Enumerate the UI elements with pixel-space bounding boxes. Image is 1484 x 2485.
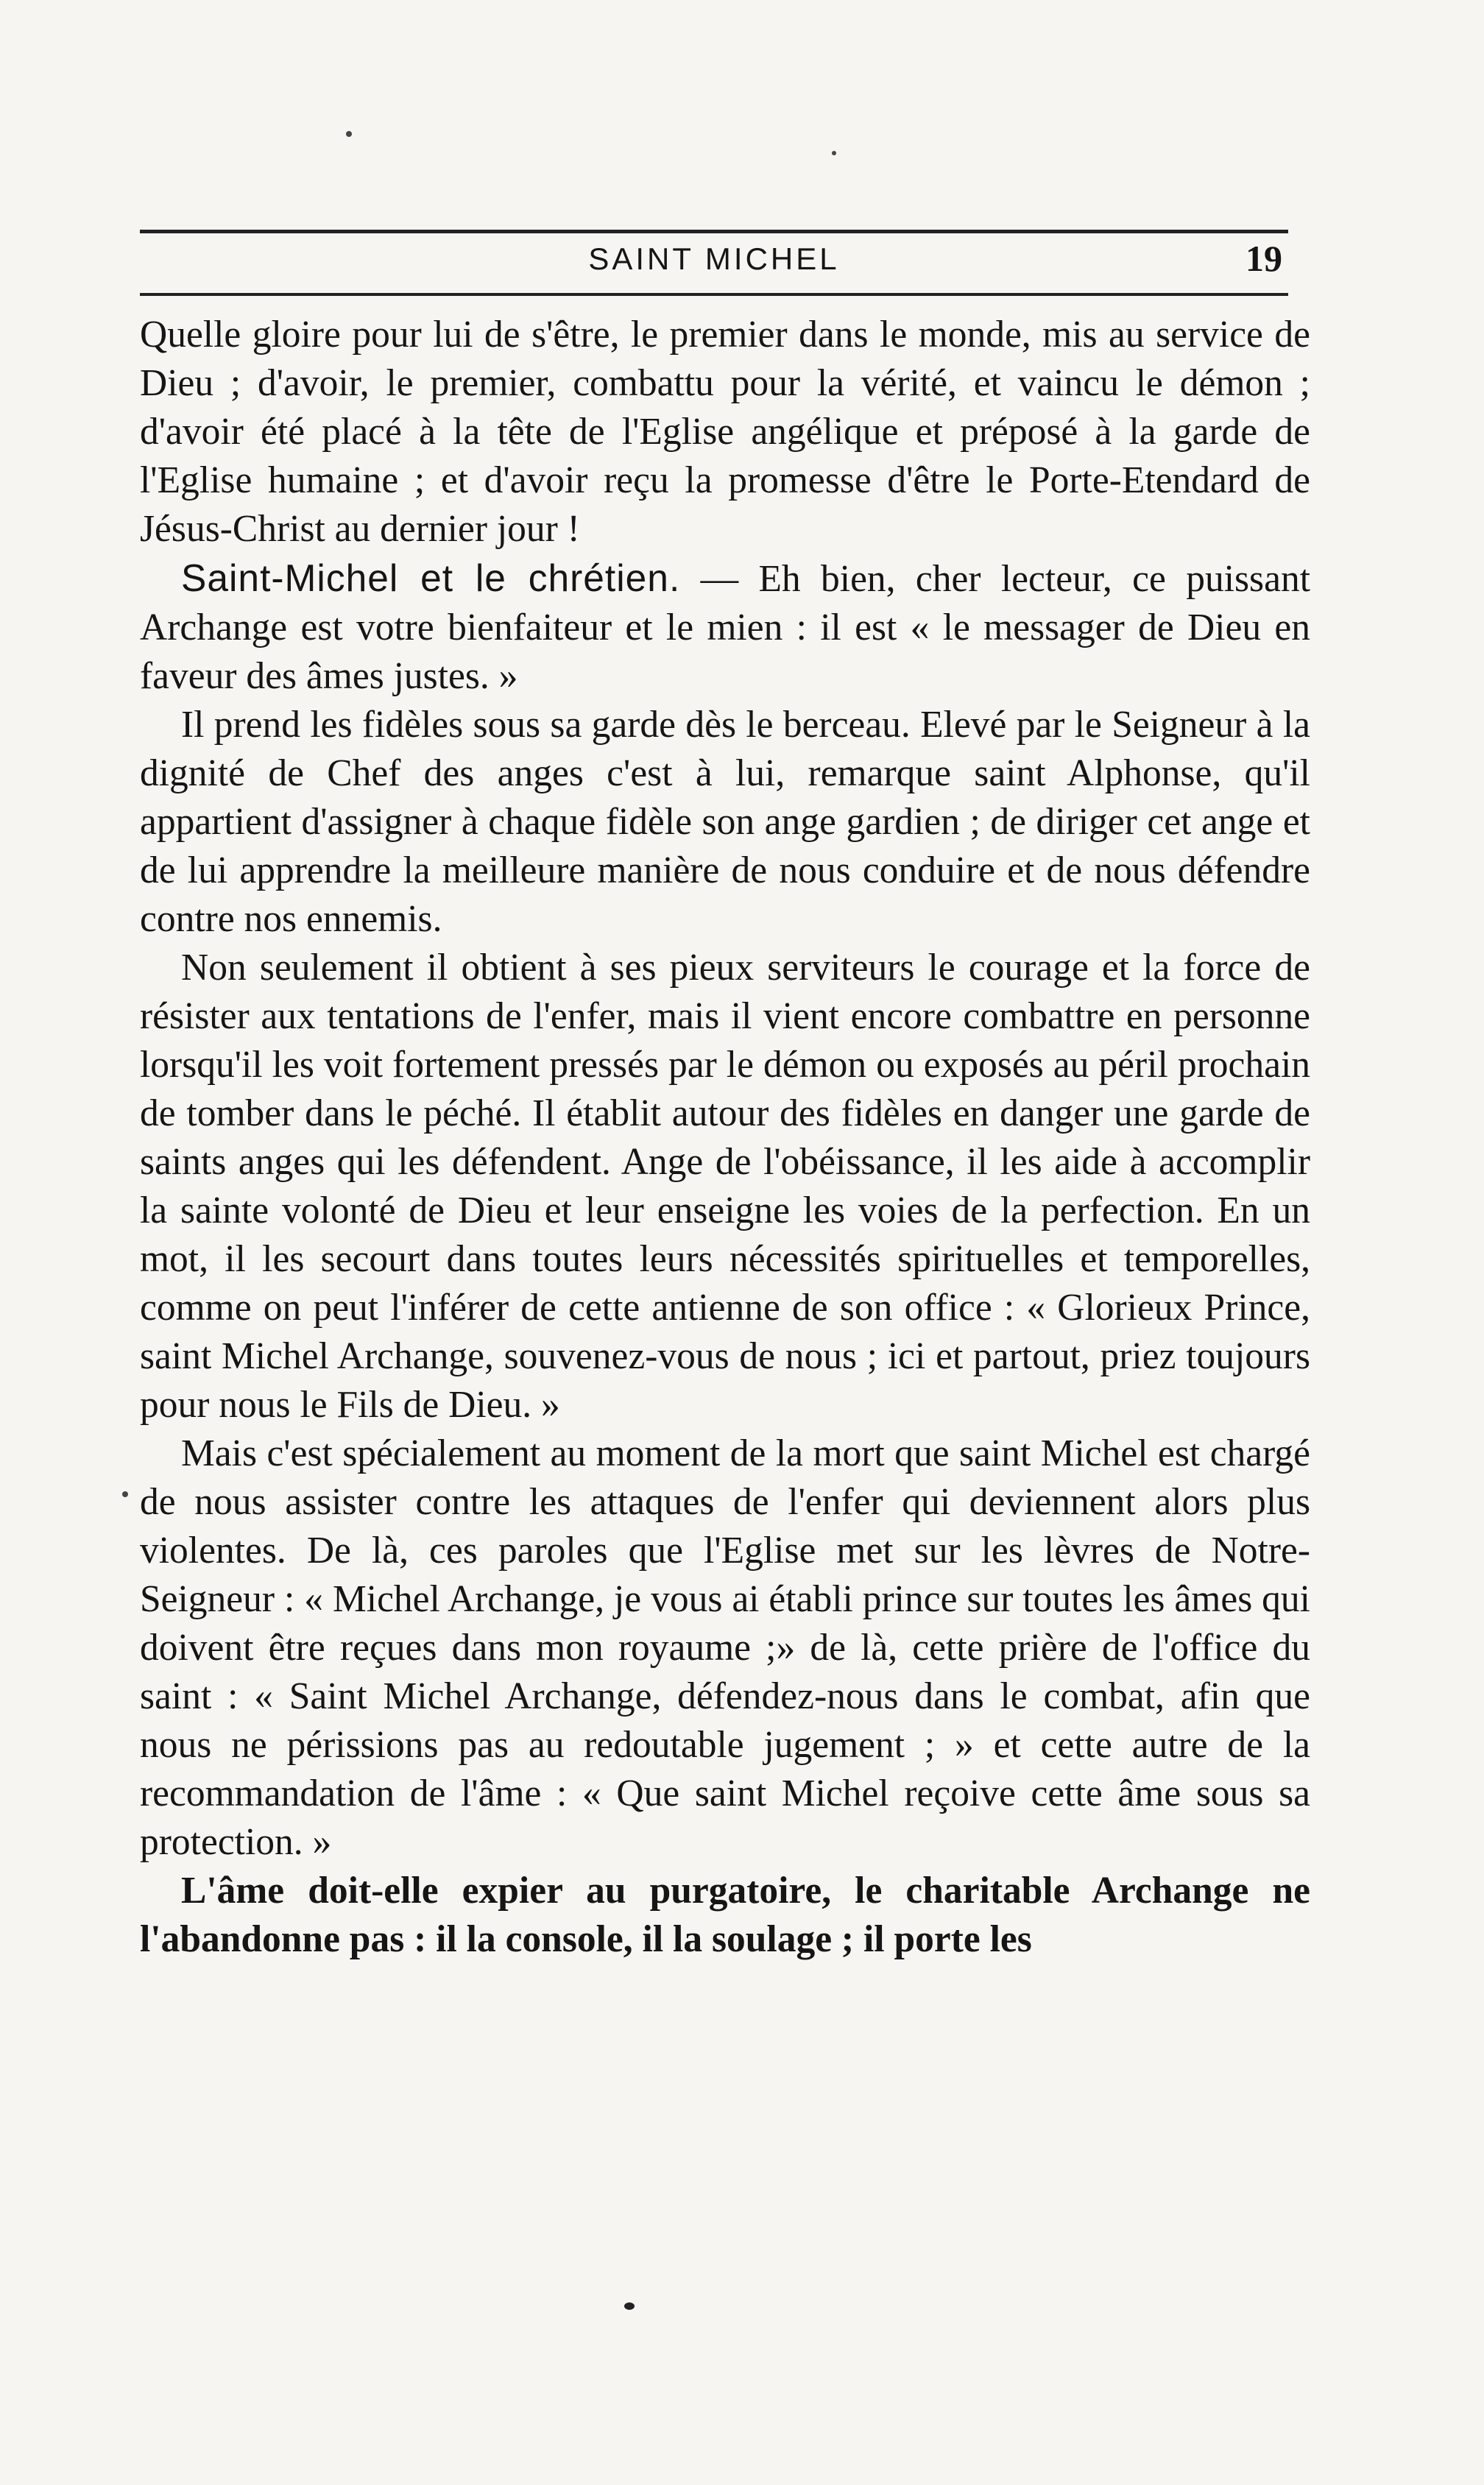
ink-speck	[832, 151, 836, 155]
page-number: 19	[1246, 238, 1282, 279]
page-ornament	[624, 2302, 635, 2310]
paragraph-5: L'âme doit-elle expier au purgatoire, le charitable Archange ne l'abandonne pas : il la console, il la soulage ; il porte les	[140, 1870, 1310, 1960]
header-rule-top	[140, 230, 1288, 233]
body-text	[140, 311, 1310, 1964]
section-heading: Saint-Michel et le chrétien.	[181, 556, 681, 599]
ink-speck	[122, 1491, 128, 1497]
paragraph-1: Quelle gloire pour lui de s'être, le premier dans le monde, mis au service de Dieu ; d'avoir, le premier, combattu pour la vérité, et vaincu le démon ; d'avoir été placé à la tête de l'Eglise angélique et préposé à la garde de l'Eglise humaine ; et d'avoir reçu la promesse d'être le Porte-Etendard de Jésus-Christ au dernier jour !	[140, 314, 1310, 550]
running-title: SAINT MICHEL	[588, 241, 840, 276]
paragraph-2: Il prend les fidèles sous sa garde dès le berceau. Elevé par le Seigneur à la dignité de Chef des anges c'est à lui, remarque saint Alphonse, qu'il appartient d'assigner à chaque fidèle son ange gardien ; de diriger cet ange et de lui apprendre la meilleure manière de nous conduire et de nous défendre contre nos ennemis.	[140, 704, 1310, 940]
paragraph-3: Non seulement il obtient à ses pieux serviteurs le courage et la force de résister aux tentations de l'enfer, mais il vient encore combattre en personne lorsqu'il les voit fortement pressés par le démon ou exposés au péril prochain de tomber dans le péché. Il établit autour des fidèles en danger une garde de saints anges qui les défendent. Ange de l'obéissance, il les aide à accomplir la sainte volonté de Dieu et leur enseigne les voies de la perfection. En un mot, il les secourt dans toutes leurs nécessités spirituelles et temporelles, comme on peut l'inférer de cette antienne de son office : « Glorieux Prince, saint Michel Archange, souvenez-vous de nous ; ici et partout, priez toujours pour nous le Fils de Dieu. »	[140, 947, 1310, 1426]
paragraph-4: Mais c'est spécialement au moment de la mort que saint Michel est chargé de nous assister contre les attaques de l'enfer qui deviennent alors plus violentes. De là, ces paroles que l'Eglise met sur les lèvres de Notre-Seigneur : « Michel Archange, je vous ai établi prince sur toutes les âmes qui doivent être reçues dans mon royaume ;» de là, cette prière de l'office du saint : « Saint Michel Archange, défendez-nous dans le combat, afin que nous ne périssions pas au redoutable jugement ; » et cette autre de la recommandation de l'âme : « Que saint Michel reçoive cette âme sous sa protection. »	[140, 1432, 1310, 1863]
section-text: — Eh bien, cher lecteur, ce puissant Archange est votre bienfaiteur et le mien : il est « le messager de Dieu en faveur des âmes justes. »	[140, 558, 1310, 697]
running-head	[140, 237, 1288, 289]
header-rule-bottom	[140, 293, 1288, 296]
paragraph-section	[140, 554, 1310, 701]
ink-speck	[346, 131, 352, 137]
